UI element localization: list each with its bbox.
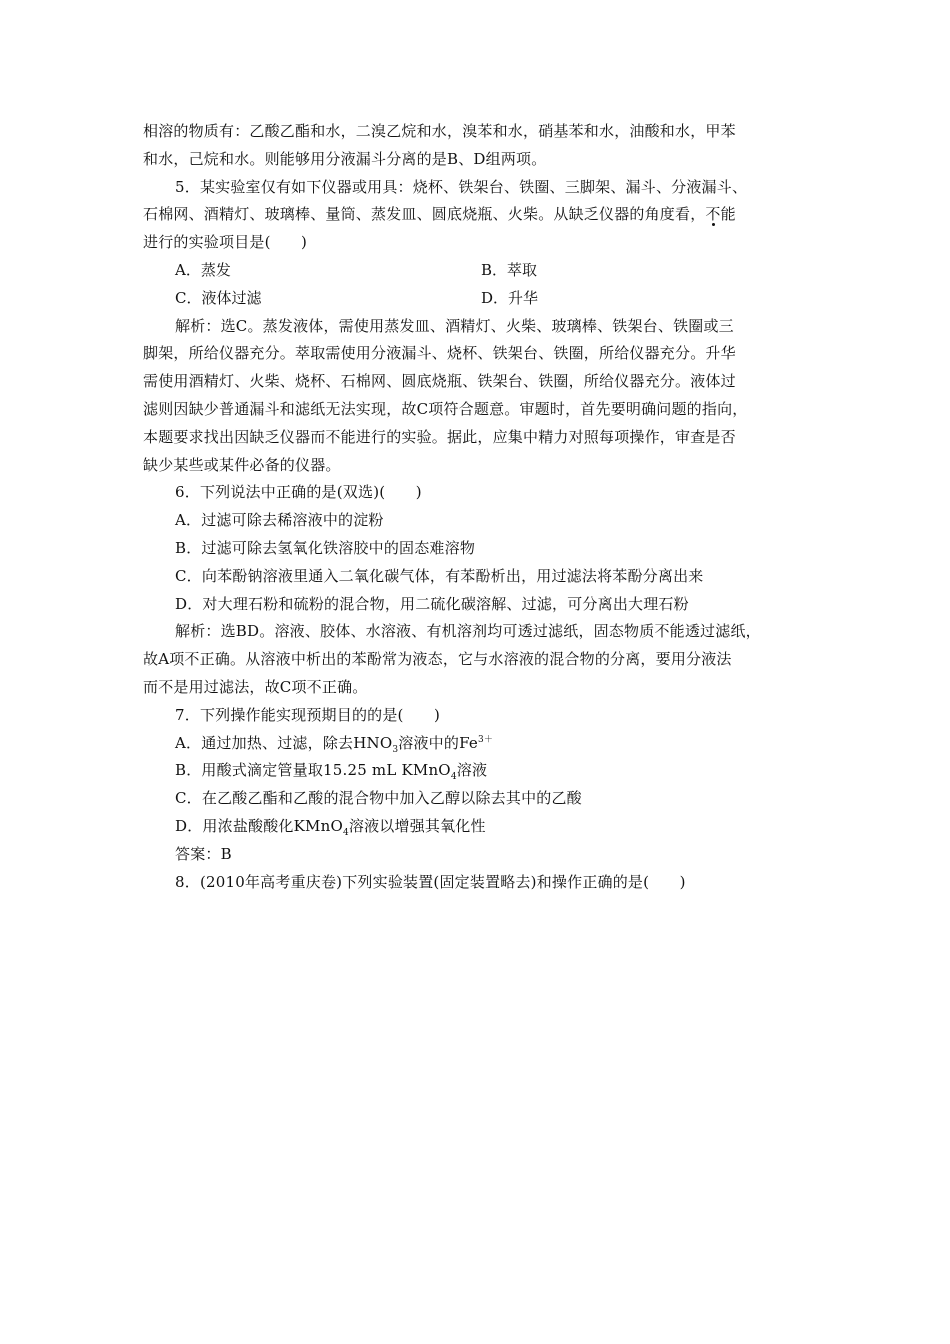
question-5-option-d: D．升华 <box>481 288 539 307</box>
subscript-3: 3 <box>392 744 399 755</box>
question-7-stem: 7．下列操作能实现预期目的的是( ) <box>175 705 441 724</box>
question-6-analysis-line-3: 而不是用过滤法，故C项不正确。 <box>143 677 368 696</box>
question-5-option-c: C．液体过滤 <box>175 288 262 307</box>
question-8-stem: 8．(2010年高考重庆卷)下列实验装置(固定装置略去)和操作正确的是( ) <box>175 872 686 891</box>
question-5-analysis-line-3: 需使用酒精灯、火柴、烧杯、石棉网、圆底烧瓶、铁架台、铁圈，所给仪器充分。液体过 <box>143 372 736 391</box>
question-6-option-c: C．向苯酚钠溶液里通入二氧化碳气体，有苯酚析出，用过滤法将苯酚分离出来 <box>175 566 704 585</box>
question-5-options-row-2 <box>143 285 813 313</box>
question-6-option-d: D．对大理石粉和硫粉的混合物，用二硫化碳溶解、过滤，可分离出大理石粉 <box>175 594 689 613</box>
question-5-analysis-line-2: 脚架，所给仪器充分。萃取需使用分液漏斗、烧杯、铁架台、铁圈，所给仪器充分。升华 <box>143 344 736 363</box>
question-5-options-row-1 <box>143 257 813 285</box>
question-5-stem-line-2-text: 石棉网、酒精灯、玻璃棒、量筒、蒸发皿、圆底烧瓶、火柴。从缺乏仪器的角度看， <box>143 205 706 224</box>
question-5-stem-line-1: 5．某实验室仅有如下仪器或用具：烧杯、铁架台、铁圈、三脚架、漏斗、分液漏斗、 <box>175 177 748 196</box>
question-5-stem-line-2 <box>143 201 813 229</box>
question-7-option-b-text-2: 溶液 <box>456 761 488 780</box>
emphasis-char-neng: 能 <box>720 205 736 224</box>
emphasis-char-bu: 不 <box>705 205 721 224</box>
superscript-3-plus: 3＋ <box>477 734 494 745</box>
question-5-analysis-line-1: 解析：选C。蒸发液体，需使用蒸发皿、酒精灯、火柴、玻璃棒、铁架台、铁圈或三 <box>175 316 734 335</box>
question-7-option-b-text-1: B．用酸式滴定管量取15.25 mL KMnO <box>175 761 451 780</box>
question-7-option-a <box>143 730 813 758</box>
question-7-option-d-text-2: 溶液以增强其氧化性 <box>348 816 486 835</box>
subscript-4: 4 <box>450 772 457 783</box>
question-6-option-a: A．过滤可除去稀溶液中的淀粉 <box>175 511 384 530</box>
question-5-stem-line-3: 进行的实验项目是( ) <box>143 233 308 252</box>
question-6-stem: 6．下列说法中正确的是(双选)( ) <box>175 483 422 502</box>
question-7-option-d-text-1: D．用浓盐酸酸化KMnO <box>175 816 343 835</box>
question-5-analysis-line-5: 本题要求找出因缺乏仪器而不能进行的实验。据此，应集中精力对照每项操作，审查是否 <box>143 427 736 446</box>
question-7-answer: 答案：B <box>175 844 232 863</box>
document-body <box>143 118 813 896</box>
question-5-analysis-line-6: 缺少某些或某件必备的仪器。 <box>143 455 341 474</box>
intro-line-2: 和水，己烷和水。则能够用分液漏斗分离的是B、D组两项。 <box>143 149 547 168</box>
question-5-analysis-line-4: 滤则因缺少普通漏斗和滤纸无法实现，故C项符合题意。审题时，首先要明确问题的指向， <box>143 399 748 418</box>
question-6-option-b: B．过滤可除去氢氧化铁溶胶中的固态难溶物 <box>175 538 476 557</box>
question-7-option-d <box>143 813 813 841</box>
question-7-option-a-text-2: 溶液中的Fe <box>398 733 478 752</box>
question-7-option-c: C．在乙酸乙酯和乙酸的混合物中加入乙醇以除去其中的乙酸 <box>175 789 582 808</box>
question-7-option-b <box>143 757 813 785</box>
question-6-analysis-line-2: 故A项不正确。从溶液中析出的苯酚常为液态，它与水溶液的混合物的分离，要用分液法 <box>143 650 732 669</box>
question-5-option-a: A．蒸发 <box>175 260 231 279</box>
question-5-option-b: B．萃取 <box>481 260 538 279</box>
intro-line-1: 相溶的物质有：乙酸乙酯和水，二溴乙烷和水，溴苯和水，硝基苯和水，油酸和水，甲苯 <box>143 122 736 140</box>
question-7-option-a-text-1: A．通过加热、过滤，除去HNO <box>175 733 393 752</box>
subscript-4: 4 <box>342 827 349 838</box>
question-6-analysis-line-1: 解析：选BD。溶液、胶体、水溶液、有机溶剂均可透过滤纸，固态物质不能透过滤纸， <box>175 622 761 641</box>
